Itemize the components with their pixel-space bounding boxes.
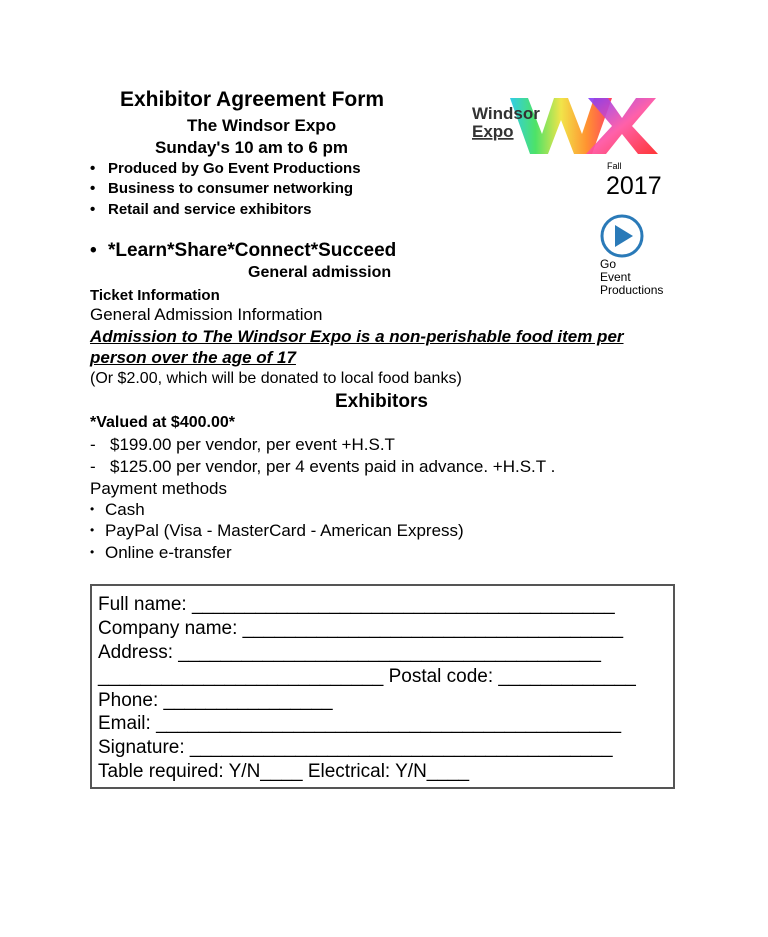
producer-logo-text: Go Event Productions: [600, 257, 664, 297]
logo-wordmark-2: Expo: [472, 122, 514, 141]
table-electrical-field[interactable]: Table required: Y/N____ Electrical: Y/N____: [98, 761, 470, 782]
windsor-expo-logo: [470, 94, 660, 156]
play-icon: [598, 214, 646, 262]
donation-note: (Or $2.00, which will be donated to local food banks): [90, 370, 462, 387]
logo-wordmark-1: Windsor: [472, 104, 540, 123]
event-hours: Sunday's 10 am to 6 pm: [155, 138, 348, 157]
event-name: The Windsor Expo: [187, 116, 337, 135]
page-title: Exhibitor Agreement Form: [120, 88, 385, 111]
general-admission-heading: General admission: [248, 264, 392, 281]
general-admission-info: General Admission Information: [90, 305, 323, 324]
tagline: • *Learn*Share*Connect*Succeed: [90, 240, 397, 261]
phone-field[interactable]: Phone: ________________: [98, 690, 333, 711]
signature-field[interactable]: Signature: ________________________________________: [98, 737, 613, 758]
valued-label: *Valued at $400.00*: [90, 414, 235, 431]
payment-method-1: • Cash: [90, 500, 145, 519]
postal-code-field[interactable]: ___________________________ Postal code: _____________: [98, 666, 636, 687]
logo-year: 2017: [606, 172, 662, 200]
admission-policy-line-2: person over the age of 17: [90, 348, 296, 367]
payment-method-3: • Online e-transfer: [90, 543, 232, 562]
email-field[interactable]: Email: ____________________________________________: [98, 713, 622, 734]
header-bullet-3: • Retail and service exhibitors: [90, 201, 312, 218]
payment-method-2: • PayPal (Visa - MasterCard - American Express): [90, 521, 464, 540]
price-line-2: - $125.00 per vendor, per 4 events paid in advance. +H.S.T .: [90, 457, 556, 476]
price-line-1: - $199.00 per vendor, per event +H.S.T: [90, 435, 395, 454]
header-bullet-2: • Business to consumer networking: [90, 180, 354, 197]
exhibitors-heading: Exhibitors: [335, 391, 428, 412]
logo-season: Fall: [607, 161, 622, 171]
full-name-field[interactable]: Full name: ________________________________________: [98, 594, 615, 615]
address-field[interactable]: Address: ________________________________________: [98, 642, 601, 663]
header-bullet-1: • Produced by Go Event Productions: [90, 160, 361, 177]
company-name-field[interactable]: Company name: ____________________________________: [98, 618, 624, 639]
ticket-info-label: Ticket Information: [90, 287, 220, 304]
exhibitor-form-box: [90, 584, 675, 789]
admission-policy-line-1: Admission to The Windsor Expo is a non-perishable food item per: [90, 327, 624, 346]
payment-methods-label: Payment methods: [90, 479, 228, 498]
